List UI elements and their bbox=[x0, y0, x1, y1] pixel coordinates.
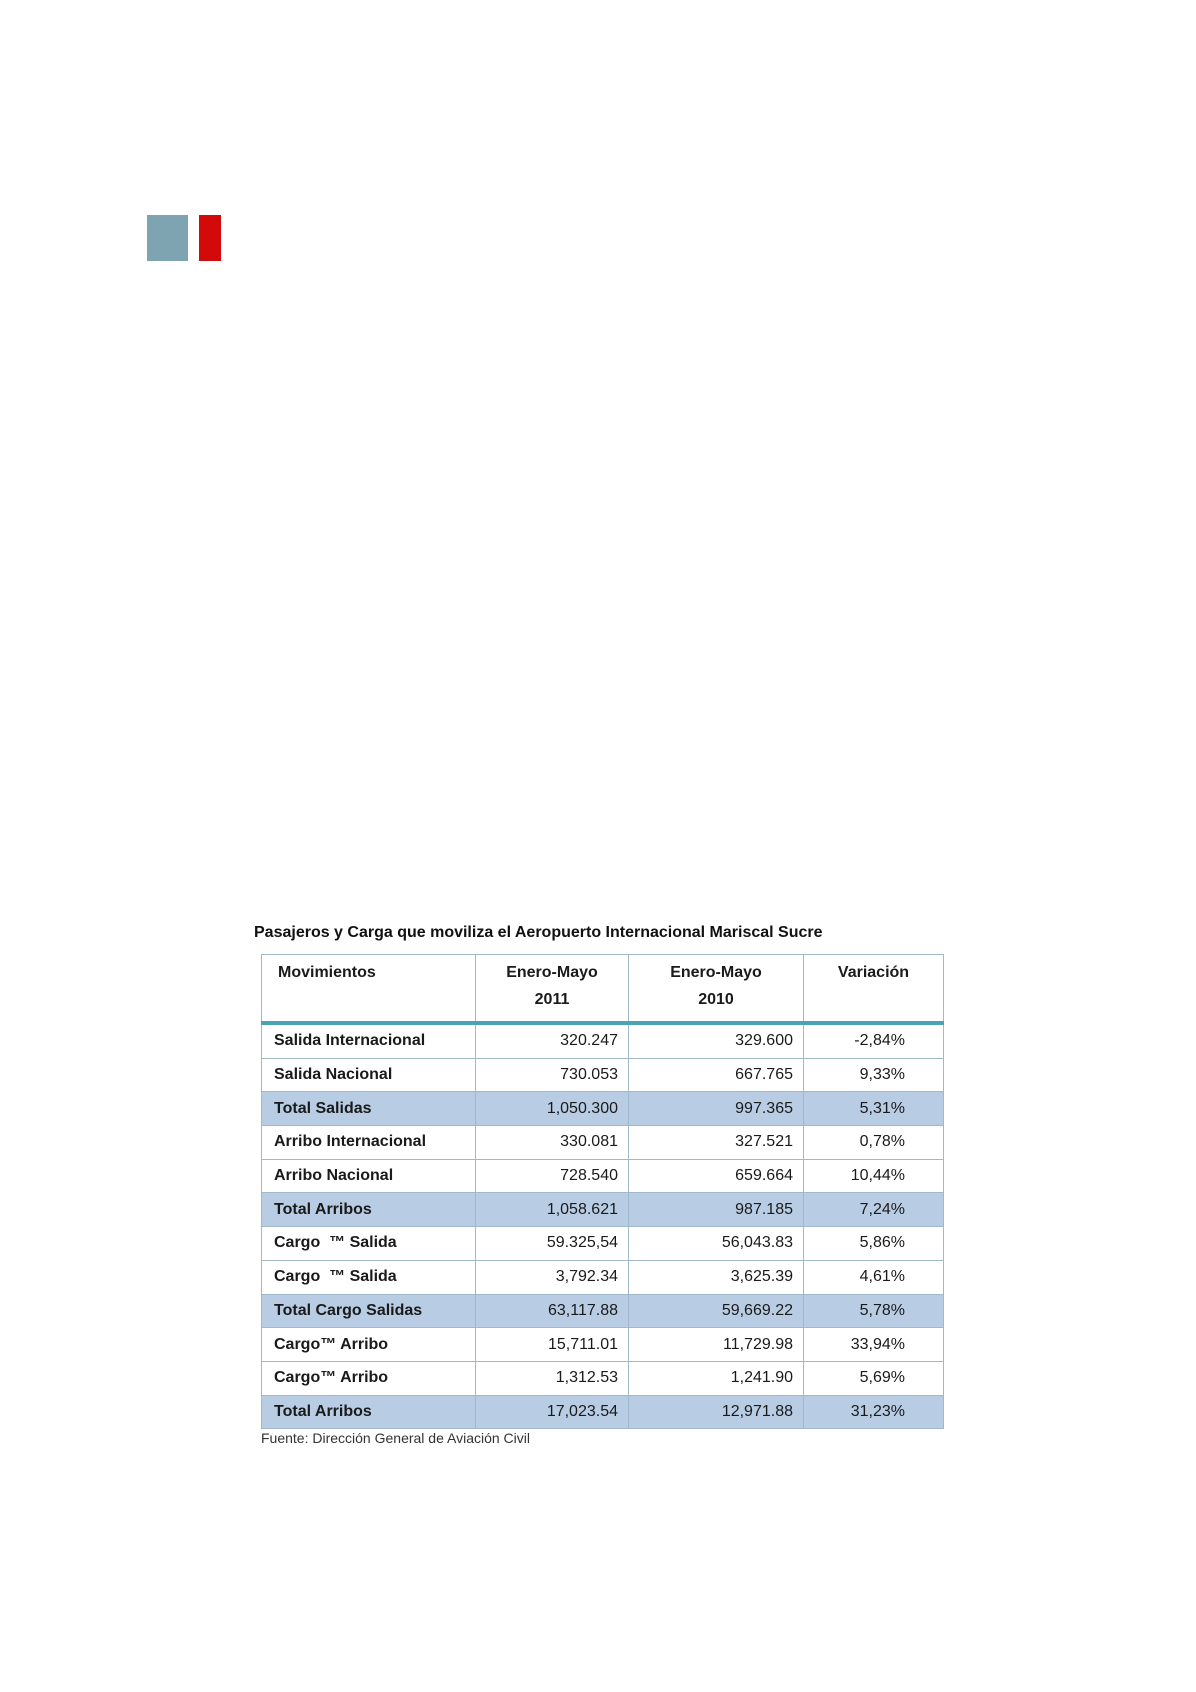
total-row bbox=[262, 1193, 944, 1227]
header-2010 bbox=[629, 955, 804, 1024]
variation-value: 4,61% bbox=[804, 1260, 944, 1294]
value-2011: 1,050.300 bbox=[476, 1092, 629, 1126]
variation-value: 0,78% bbox=[804, 1126, 944, 1160]
value-2011: 3,792.34 bbox=[476, 1260, 629, 1294]
variation-value: 5,78% bbox=[804, 1294, 944, 1328]
variation-value: 7,24% bbox=[804, 1193, 944, 1227]
table-row bbox=[262, 1227, 944, 1261]
table-row bbox=[262, 1260, 944, 1294]
value-2011: 63,117.88 bbox=[476, 1294, 629, 1328]
row-label: Total Salidas bbox=[262, 1092, 476, 1126]
row-label: Salida Nacional bbox=[262, 1058, 476, 1092]
table-title: Pasajeros y Carga que moviliza el Aeropuerto Internacional Mariscal Sucre bbox=[254, 924, 823, 941]
table-row bbox=[262, 1159, 944, 1193]
variation-value: -2,84% bbox=[804, 1023, 944, 1058]
table-source: Fuente: Dirección General de Aviación Civil bbox=[261, 1430, 530, 1446]
value-2011: 1,312.53 bbox=[476, 1361, 629, 1395]
row-label: Total Arribos bbox=[262, 1395, 476, 1429]
value-2011: 15,711.01 bbox=[476, 1328, 629, 1362]
variation-value: 5,69% bbox=[804, 1361, 944, 1395]
variation-value: 10,44% bbox=[804, 1159, 944, 1193]
decor-red-bar bbox=[199, 215, 221, 261]
value-2010: 329.600 bbox=[629, 1023, 804, 1058]
table-row bbox=[262, 1126, 944, 1160]
row-label: Cargo ™ Salida bbox=[262, 1227, 476, 1261]
variation-value: 31,23% bbox=[804, 1395, 944, 1429]
table-row bbox=[262, 1361, 944, 1395]
header-variacion bbox=[804, 955, 944, 1024]
variation-value: 9,33% bbox=[804, 1058, 944, 1092]
value-2011: 1,058.621 bbox=[476, 1193, 629, 1227]
value-2010: 56,043.83 bbox=[629, 1227, 804, 1261]
value-2011: 59.325,54 bbox=[476, 1227, 629, 1261]
variation-value: 5,86% bbox=[804, 1227, 944, 1261]
table-row bbox=[262, 1058, 944, 1092]
value-2011: 320.247 bbox=[476, 1023, 629, 1058]
header-row bbox=[262, 955, 944, 1024]
value-2010: 659.664 bbox=[629, 1159, 804, 1193]
header-movimientos bbox=[262, 955, 476, 1024]
header-2010-line-1: Enero-Mayo bbox=[670, 964, 762, 981]
row-label: Cargo™ Arribo bbox=[262, 1361, 476, 1395]
variation-value: 33,94% bbox=[804, 1328, 944, 1362]
header-2010-line-2: 2010 bbox=[698, 991, 734, 1008]
value-2010: 997.365 bbox=[629, 1092, 804, 1126]
movements-table bbox=[261, 954, 944, 1429]
row-label: Cargo ™ Salida bbox=[262, 1260, 476, 1294]
total-row bbox=[262, 1294, 944, 1328]
variation-value: 5,31% bbox=[804, 1092, 944, 1126]
header-2011-line-1: Enero-Mayo bbox=[506, 964, 598, 981]
value-2011: 728.540 bbox=[476, 1159, 629, 1193]
total-row bbox=[262, 1092, 944, 1126]
table-body bbox=[262, 1023, 944, 1429]
header-movimientos-label: Movimientos bbox=[278, 964, 376, 981]
value-2010: 3,625.39 bbox=[629, 1260, 804, 1294]
total-row bbox=[262, 1395, 944, 1429]
value-2010: 1,241.90 bbox=[629, 1361, 804, 1395]
header-variacion-label: Variación bbox=[837, 964, 910, 981]
row-label: Total Cargo Salidas bbox=[262, 1294, 476, 1328]
row-label: Arribo Internacional bbox=[262, 1126, 476, 1160]
value-2010: 11,729.98 bbox=[629, 1328, 804, 1362]
row-label: Total Arribos bbox=[262, 1193, 476, 1227]
value-2011: 330.081 bbox=[476, 1126, 629, 1160]
decor-square bbox=[147, 215, 188, 261]
value-2011: 17,023.54 bbox=[476, 1395, 629, 1429]
row-label: Cargo™ Arribo bbox=[262, 1328, 476, 1362]
row-label: Arribo Nacional bbox=[262, 1159, 476, 1193]
value-2010: 327.521 bbox=[629, 1126, 804, 1160]
value-2010: 987.185 bbox=[629, 1193, 804, 1227]
row-label: Salida Internacional bbox=[262, 1023, 476, 1058]
value-2011: 730.053 bbox=[476, 1058, 629, 1092]
header-2011-line-2: 2011 bbox=[534, 991, 570, 1008]
value-2010: 667.765 bbox=[629, 1058, 804, 1092]
table-row bbox=[262, 1328, 944, 1362]
table-row bbox=[262, 1023, 944, 1058]
header-2011 bbox=[476, 955, 629, 1024]
value-2010: 12,971.88 bbox=[629, 1395, 804, 1429]
value-2010: 59,669.22 bbox=[629, 1294, 804, 1328]
